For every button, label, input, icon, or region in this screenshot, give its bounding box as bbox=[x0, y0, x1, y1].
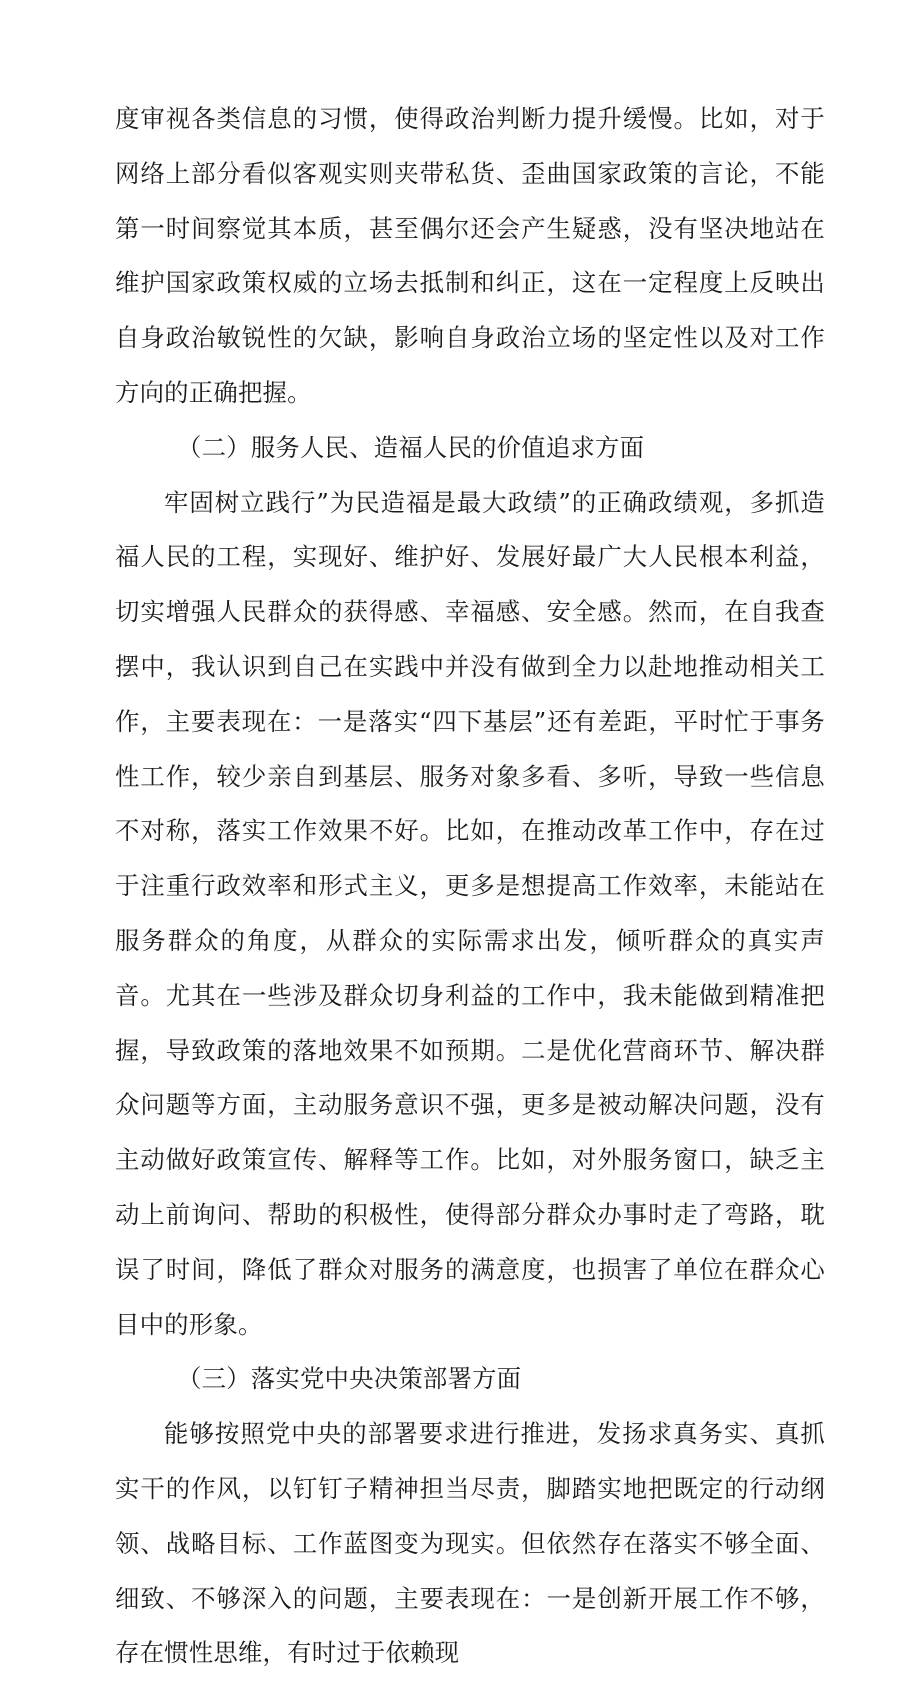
paragraph-service-people: 牢固树立践行”为民造福是最大政绩”的正确政绩观，多抓造福人民的工程，实现好、维护好、发展好最广大人民根本利益，切实增强人民群众的获得感、幸福感、安全感。然而，在自我查摆中，我认识到自己在实践中并没有做到全力以赴地推动相关工作，主要表现在：一是落实“四下基层”还有差距，平时忙于事务性工作，较少亲自到基层、服务对象多看、多听，导致一些信息不对称，落实工作效果不好。比如，在推动改革工作中，存在过于注重行政效率和形式主义，更多是想提高工作效率，未能站在服务群众的角度，从群众的实际需求出发，倾听群众的真实声音。尤其在一些涉及群众切身利益的工作中，我未能做到精准把握，导致政策的落地效果不如预期。二是优化营商环节、解决群众问题等方面，主动服务意识不强，更多是被动解决问题，没有主动做好政策宣传、解释等工作。比如，对外服务窗口，缺乏主动上前询问、帮助的积极性，使得部分群众办事时走了弯路，耽误了时间，降低了群众对服务的满意度，也损害了单位在群众心目中的形象。 bbox=[115, 487, 825, 1339]
document-body bbox=[115, 92, 825, 1681]
section-heading-3: （三）落实党中央决策部署方面 bbox=[177, 1364, 522, 1394]
paragraph-implementation: 能够按照党中央的部署要求进行推进，发扬求真务实、真抓实干的作风，以钉钉子精神担当尽责，脚踏实地把既定的行动纲领、战略目标、工作蓝图变为现实。但依然存在落实不够全面、细致、不够深入的问题，主要表现在：一是创新开展工作不够，存在惯性思维，有时过于依赖现 bbox=[115, 1419, 825, 1668]
section-heading-2: （二）服务人民、造福人民的价值追求方面 bbox=[177, 432, 645, 462]
paragraph-continuation: 度审视各类信息的习惯，使得政治判断力提升缓慢。比如，对于网络上部分看似客观实则夹带私货、歪曲国家政策的言论，不能第一时间察觉其本质，甚至偶尔还会产生疑惑，没有坚决地站在维护国家政策权威的立场去抵制和纠正，这在一定程度上反映出自身政治敏锐性的欠缺，影响自身政治立场的坚定性以及对工作方向的正确把握。 bbox=[115, 104, 825, 407]
